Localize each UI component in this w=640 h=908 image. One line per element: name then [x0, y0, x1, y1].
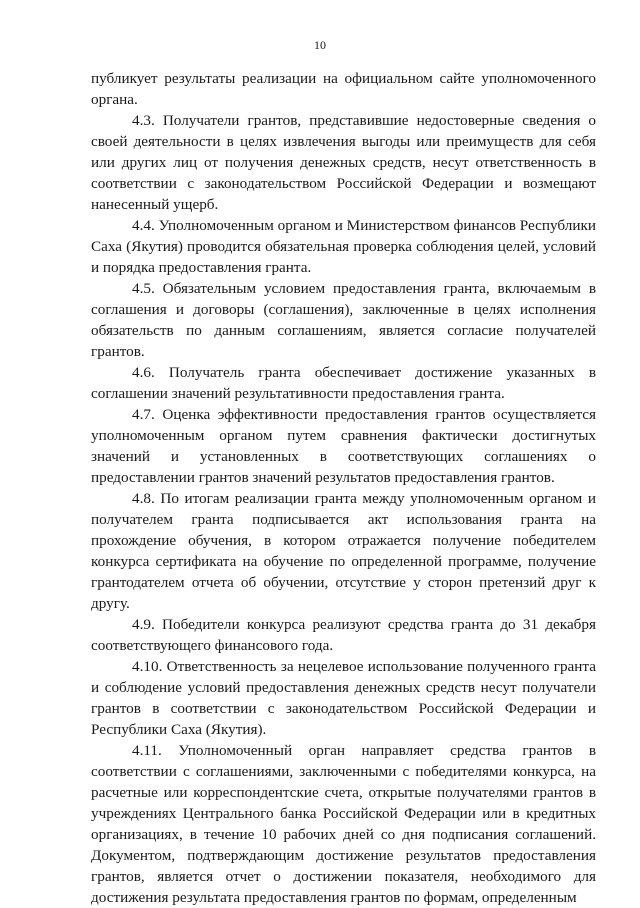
paragraph-4-11: 4.11. Уполномоченный орган направляет средства грантов в соответствии с соглашениями, заключенными с победителями конкурса, на расчетные или корреспондентские счета, открытые получателями грантов в учреждениях Центрального банка Российской Федерации или в кредитных организациях, в течение 10 рабочих дней со дня подписания соглашений. Документом, подтверждающим достижение результатов предоставления грантов, является отчет о достижении показателя, необходимого для достижения результата предоставления грантов по формам, определенным	[91, 742, 596, 906]
paragraph-4-10: 4.10. Ответственность за нецелевое использование полученного гранта и соблюдение условий предоставления денежных средств несут получатели грантов в соответствии с законодательством Российской Федерации и Республики Саха (Якутия).	[91, 658, 596, 738]
page-number: 10	[314, 38, 326, 52]
paragraph-continuation: публикует результаты реализации на официальном сайте уполномоченного органа.	[91, 70, 596, 108]
paragraph-4-4: 4.4. Уполномоченным органом и Министерством финансов Республики Саха (Якутия) проводится обязательная проверка соблюдения целей, условий и порядка предоставления гранта.	[91, 217, 596, 276]
paragraph-4-8: 4.8. По итогам реализации гранта между уполномоченным органом и получателем гранта подписывается акт использования гранта на прохождение обучения, в котором отражается получение победителем конкурса сертификата на обучение по определенной программе, получение грантодателем отчета об обучении, отсутствие у сторон претензий друг к другу.	[91, 490, 596, 612]
paragraph-4-7: 4.7. Оценка эффективности предоставления грантов осуществляется уполномоченным органом путем сравнения фактически достигнутых значений и установленных в соответствующих соглашениях о предоставлении грантов значений результатов предоставления грантов.	[91, 406, 596, 486]
paragraph-4-6: 4.6. Получатель гранта обеспечивает достижение указанных в соглашении значений результативности предоставления гранта.	[91, 364, 596, 402]
paragraph-4-3: 4.3. Получатели грантов, представившие недостоверные сведения о своей деятельности в целях извлечения выгоды или преимуществ для себя или других лиц от получения денежных средств, несут ответственность в соответствии с законодательством Российской Федерации и возмещают нанесенный ущерб.	[91, 112, 596, 213]
document-body	[91, 68, 596, 908]
paragraph-4-9: 4.9. Победители конкурса реализуют средства гранта до 31 декабря соответствующего финансового года.	[91, 616, 596, 654]
paragraph-4-5: 4.5. Обязательным условием предоставления гранта, включаемым в соглашения и договоры (соглашения), заключенные в целях исполнения обязательств по данным соглашениям, является согласие получателей грантов.	[91, 280, 596, 360]
